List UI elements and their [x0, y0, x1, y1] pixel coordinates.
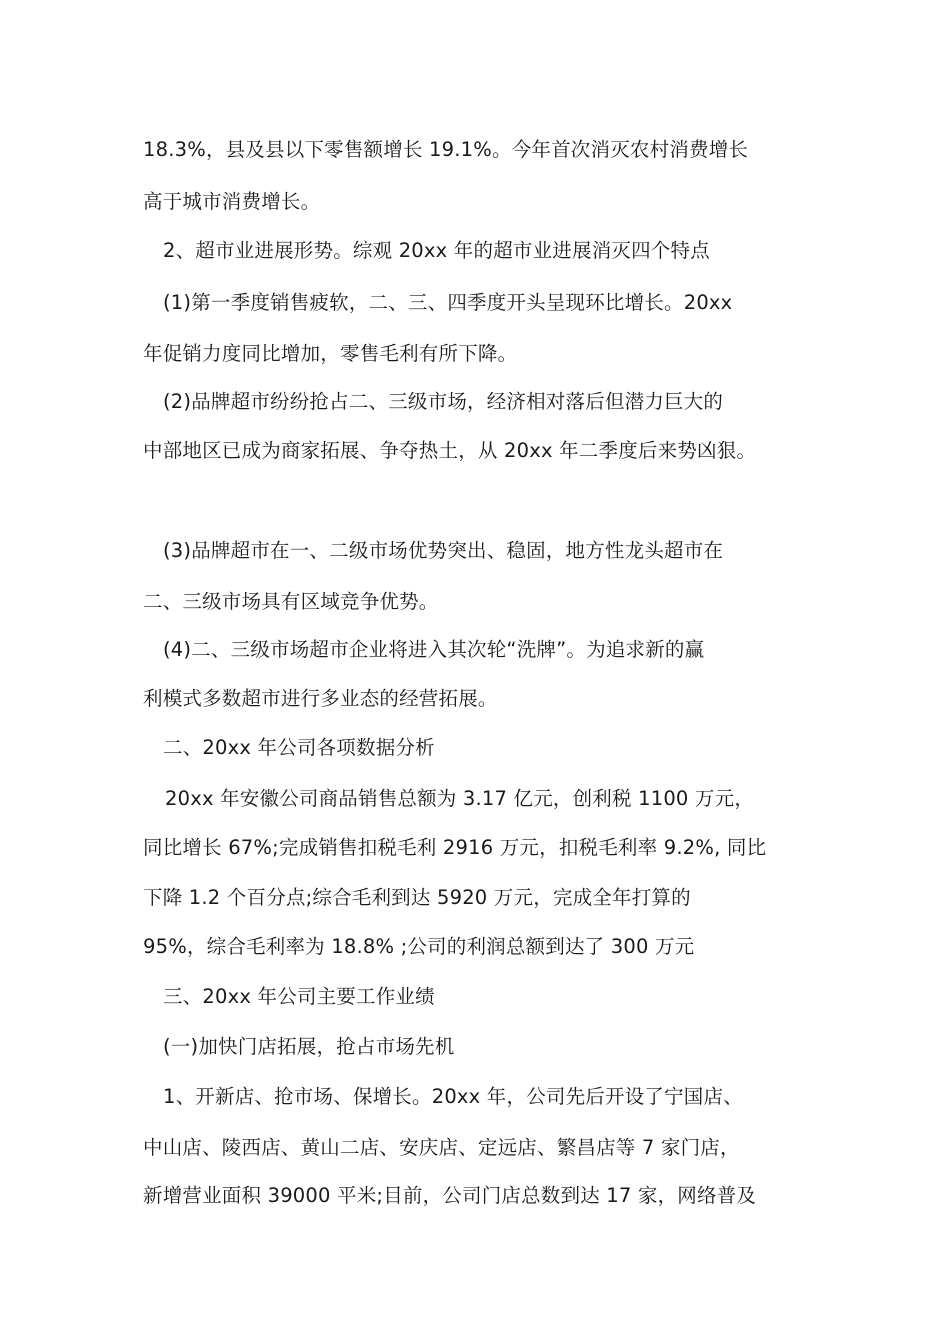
- paragraph-line: 下降 1.2 个百分点;综合毛利到达 5920 万元，完成全年打算的: [143, 886, 691, 909]
- subsection-heading: (一)加快门店拓展，抢占市场先机: [163, 1035, 455, 1058]
- paragraph-line: 利模式多数超市进行多业态的经营拓展。: [143, 687, 498, 710]
- paragraph-line: (2)品牌超市纷纷抢占二、三级市场，经济相对落后但潜力巨大的: [163, 390, 724, 413]
- section-heading: 二、20xx 年公司各项数据分析: [163, 736, 435, 759]
- paragraph-line: (3)品牌超市在一、二级市场优势突出、稳固，地方性龙头超市在: [163, 539, 724, 562]
- paragraph-line: 二、三级市场具有区域竞争优势。: [143, 590, 439, 613]
- paragraph-line: (1)第一季度销售疲软，二、三、四季度开头呈现环比增长。20xx: [163, 291, 733, 314]
- paragraph-line: 18.3%，县及县以下零售额增长 19.1%。今年首次消灭农村消费增长: [143, 138, 749, 161]
- paragraph-line: 年促销力度同比增加，零售毛利有所下降。: [143, 342, 518, 365]
- paragraph-line: 高于城市消费增长。: [143, 190, 321, 213]
- paragraph-line: 同比增长 67%;完成销售扣税毛利 2916 万元，扣税毛利率 9.2%, 同比: [143, 836, 767, 859]
- paragraph-line: 中部地区已成为商家拓展、争夺热土，从 20xx 年二季度后来势凶狠。: [143, 439, 757, 462]
- paragraph-line: 1、开新店、抢市场、保增长。20xx 年，公司先后开设了宁国店、: [163, 1085, 743, 1108]
- paragraph-line: (4)二、三级市场超市企业将进入其次轮“洗牌”。为追求新的赢: [163, 638, 705, 661]
- paragraph-line: 95%，综合毛利率为 18.8% ;公司的利润总额到达了 300 万元: [143, 935, 695, 958]
- paragraph-line: 新增营业面积 39000 平米;目前，公司门店总数到达 17 家，网络普及: [143, 1184, 757, 1207]
- paragraph-line: 20xx 年安徽公司商品销售总额为 3.17 亿元，创利税 1100 万元，: [165, 787, 755, 810]
- section-heading: 三、20xx 年公司主要工作业绩: [163, 985, 435, 1008]
- paragraph-line: 中山店、陵西店、黄山二店、安庆店、定远店、繁昌店等 7 家门店，: [143, 1136, 740, 1159]
- paragraph-line: 2、超市业进展形势。综观 20xx 年的超市业进展消灭四个特点: [163, 239, 710, 262]
